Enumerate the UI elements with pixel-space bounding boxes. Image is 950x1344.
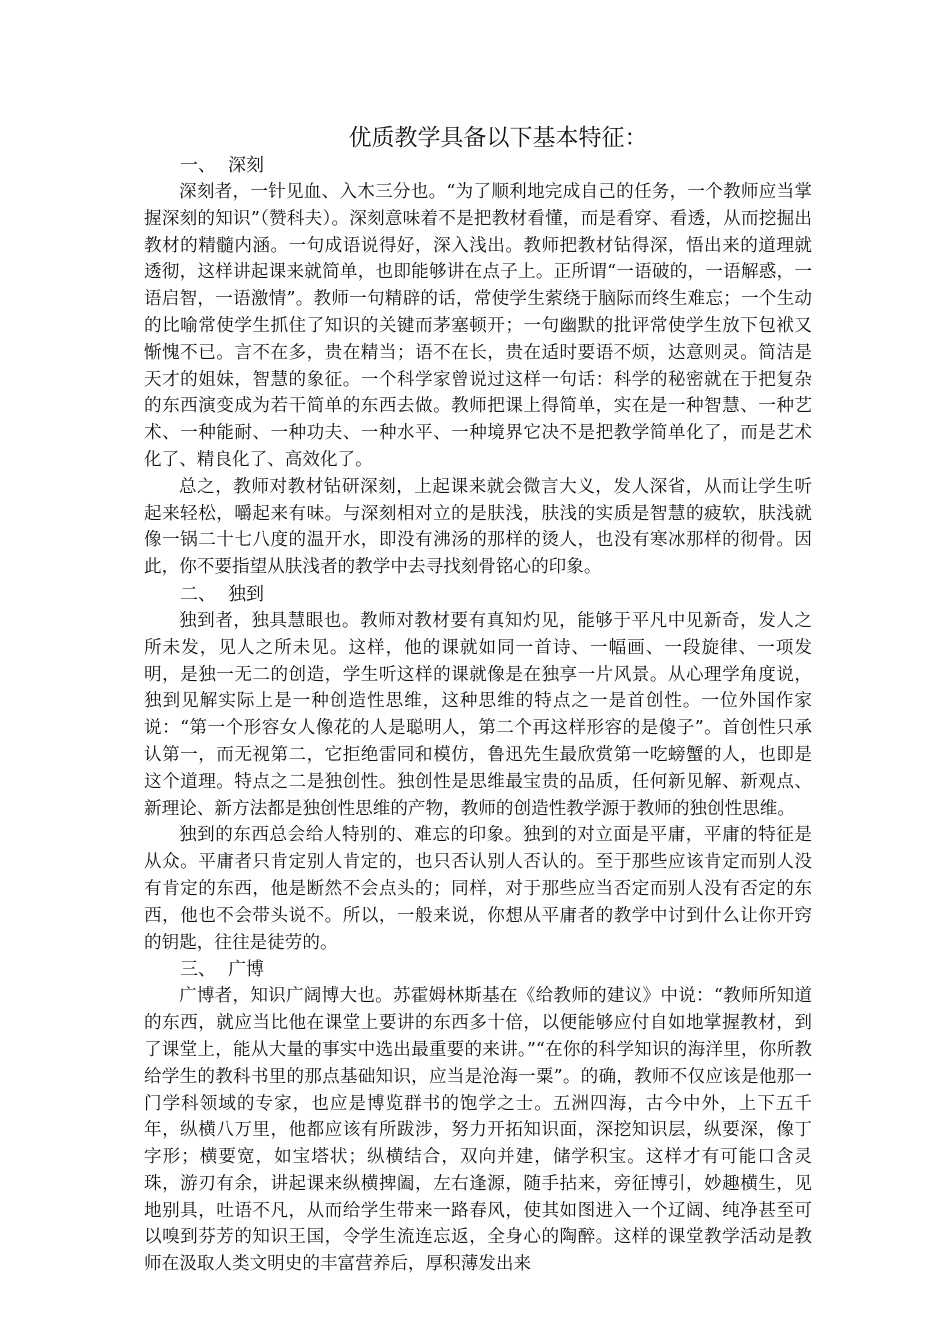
paragraph: 独到者，独具慧眼也。教师对教材要有真知灼见，能够于平凡中见新奇，发人之所未发，见人之所未见。这样，他的课就如同一首诗、一幅画、一段旋律、一项发明，是独一无二的创造，学生听这样的课就像是在独享一片风景。从心理学角度说，独到见解实际上是一种创造性思维，这种思维的特点之一是首创性。一位外国作家说：“第一个形容女人像花的人是聪明人，第二个再这样形容的是傻子”。首创性只承认第一，而无视第二，它拒绝雷同和模仿，鲁迅先生最欣赏第一吃螃蟹的人，也即是这个道理。特点之二是独创性。独创性是思维最宝贵的品质，任何新见解、新观点、新理论、新方法都是独创性思维的产物，教师的创造性教学源于教师的独创性思维。: [144, 610, 812, 819]
section-title: 深刻: [228, 155, 264, 176]
paragraph: 广博者，知识广阔博大也。苏霍姆林斯基在《给教师的建议》中说：“教师所知道的东西，就应当比他在课堂上要讲的东西多十倍，以便能够应付自如地掌握教材，到了课堂上，能从大量的事实中选出最重要的来讲。”“在你的科学知识的海洋里，你所教给学生的教科书里的那点基础知识，应当是沧海一粟”。的确，教师不仅应该是他那一门学科领域的专家，也应是博览群书的饱学之士。五洲四海，古今中外，上下五千年，纵横八万里，他都应该有所跋涉，努力开拓知识面，深挖知识层，纵要深，像丁字形；横要宽，如宝塔状；纵横结合，双向并建，储学积宝。这样才有可能口含灵珠，游刃有余，讲起课来纵横捭阖，左右逢源，随手拈来，旁征博引，妙趣横生，见地别具，吐语不凡，从而给学生带来一路春风，使其如图进入一个辽阔、纯净甚至可以嗅到芬芳的知识王国，令学生流连忘返，全身心的陶醉。这样的课堂教学活动是教师在汲取人类文明史的丰富营养后，厚积薄发出来: [144, 986, 812, 1275]
section-heading: [144, 956, 812, 983]
section-heading: [144, 152, 812, 179]
section-3: [144, 956, 812, 1278]
section-heading: [144, 581, 812, 608]
section-number: 三、: [180, 959, 216, 981]
section-1: [144, 152, 812, 581]
section-title: 独到: [228, 583, 264, 605]
section-2: [144, 581, 812, 956]
section-number: 一、: [180, 155, 216, 176]
section-title: 广博: [228, 959, 264, 981]
section-number: 二、: [180, 583, 216, 605]
document-page: [144, 122, 812, 1278]
document-title: 优质教学具备以下基本特征：: [348, 125, 648, 151]
paragraph: 总之，教师对教材钻研深刻，上起课来就会微言大义，发人深省，从而让学生听起来轻松，嚼起来有味。与深刻相对立的是肤浅，肤浅的实质是智慧的疲软，肤浅就像一锅二十七八度的温开水，即没有沸汤的那样的烫人，也没有寒冰那样的彻骨。因此，你不要指望从肤浅者的教学中去寻找刻骨铭心的印象。: [144, 476, 812, 578]
paragraph: 深刻者，一针见血、入木三分也。“为了顺利地完成自己的任务，一个教师应当掌握深刻的知识”（赞科夫）。深刻意味着不是把教材看懂，而是看穿、看透，从而挖掘出教材的精髓内涵。一句成语说得好，深入浅出。教师把教材钻得深，悟出来的道理就透彻，这样讲起课来就简单，也即能够讲在点子上。正所谓“一语破的，一语解惑，一语启智，一语激情”。教师一句精辟的话，常使学生萦绕于脑际而终生难忘；一个生动的比喻常使学生抓住了知识的关键而茅塞顿开；一句幽默的批评常使学生放下包袱又惭愧不已。言不在多，贵在精当；语不在长，贵在适时要语不烦，达意则灵。简洁是天才的姐妹，智慧的象征。一个科学家曾说过这样一句话：科学的秘密就在于把复杂的东西演变成为若干简单的东西去做。教师把课上得简单，实在是一种智慧、一种艺术、一种能耐、一种功夫、一种水平、一种境界它决不是把教学简单化了，而是艺术化了、精良化了、高效化了。: [144, 182, 812, 470]
paragraph: 独到的东西总会给人特别的、难忘的印象。独到的对立面是平庸，平庸的特征是从众。平庸者只肯定别人肯定的，也只否认别人否认的。至于那些应该肯定而别人没有肯定的东西，他是断然不会点头的；同样，对于那些应当否定而别人没有否定的东西，他也不会带头说不。所以，一般来说，你想从平庸者的教学中讨到什么让你开窍的钥匙，往往是徒劳的。: [144, 825, 812, 953]
